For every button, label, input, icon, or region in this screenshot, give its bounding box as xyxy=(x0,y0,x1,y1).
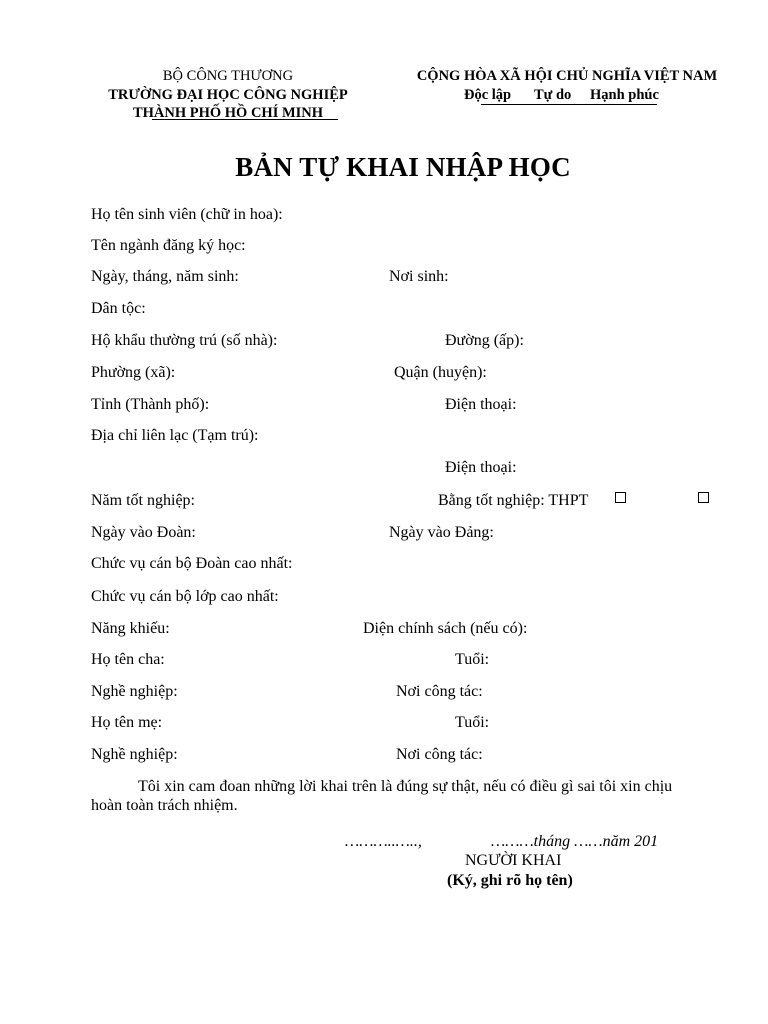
document-title: BẢN TỰ KHAI NHẬP HỌC xyxy=(235,152,571,182)
field-major: Tên ngành đăng ký học: xyxy=(91,237,246,254)
field-mother-name: Họ tên mẹ: xyxy=(91,714,163,731)
signature-note: (Ký, ghi rõ họ tên) xyxy=(447,872,573,889)
field-talent: Năng khiếu: xyxy=(91,620,170,637)
right-header-underline xyxy=(481,104,657,105)
university-city: THÀNH PHỐ HỒ CHÍ MINH xyxy=(132,105,324,121)
field-father-work: Nơi công tác: xyxy=(396,683,483,700)
signature-declarant: NGƯỜI KHAI xyxy=(465,852,562,869)
field-diploma: Bằng tốt nghiệp: THPT xyxy=(438,492,589,509)
field-dob: Ngày, tháng, năm sinh: xyxy=(91,268,239,285)
field-birthplace: Nơi sinh: xyxy=(389,268,449,285)
country-name: CỘNG HÒA XÃ HỘI CHỦ NGHĨA VIỆT NAM xyxy=(416,68,718,84)
field-full-name: Họ tên sinh viên (chữ in hoa): xyxy=(91,206,283,223)
declaration-line-2: hoàn toàn trách nhiệm. xyxy=(91,797,238,814)
diploma-checkbox-thpt[interactable] xyxy=(615,492,626,503)
field-party-date: Ngày vào Đảng: xyxy=(389,524,494,541)
signature-place: ………..….., xyxy=(345,833,422,850)
field-province: Tỉnh (Thành phố): xyxy=(91,396,210,413)
left-header-underline xyxy=(152,119,338,120)
ministry-name: BỘ CÔNG THƯƠNG xyxy=(162,68,294,84)
field-father-name: Họ tên cha: xyxy=(91,651,165,668)
field-policy: Diện chính sách (nếu có): xyxy=(363,620,528,637)
field-district: Quận (huyện): xyxy=(394,364,487,381)
field-father-age: Tuổi: xyxy=(455,651,490,668)
field-mother-work: Nơi công tác: xyxy=(396,746,483,763)
signature-date: ………tháng ……năm 201 xyxy=(491,833,659,850)
field-youth-union-date: Ngày vào Đoàn: xyxy=(91,524,196,541)
field-union-position: Chức vụ cán bộ Đoàn cao nhất: xyxy=(91,555,293,572)
motto-independence: Độc lập xyxy=(464,87,512,103)
field-ethnicity: Dân tộc: xyxy=(91,300,146,317)
declaration-line-1: Tôi xin cam đoan những lời khai trên là đúng sự thật, nếu có điều gì sai tôi xin chịu xyxy=(138,778,673,795)
motto-freedom: Tự do xyxy=(534,87,572,103)
diploma-checkbox-other[interactable] xyxy=(698,492,709,503)
field-grad-year: Năm tốt nghiệp: xyxy=(91,492,195,509)
motto-happiness: Hạnh phúc xyxy=(590,87,659,103)
field-ward: Phường (xã): xyxy=(91,364,176,381)
field-street: Đường (ấp): xyxy=(445,332,524,349)
field-contact-address: Địa chỉ liên lạc (Tạm trú): xyxy=(91,427,259,444)
field-mother-age: Tuổi: xyxy=(455,714,490,731)
field-class-position: Chức vụ cán bộ lớp cao nhất: xyxy=(91,588,279,605)
field-mother-job: Nghề nghiệp: xyxy=(91,746,178,763)
field-household: Hộ khẩu thường trú (số nhà): xyxy=(91,332,278,349)
university-name: TRƯỜNG ĐẠI HỌC CÔNG NGHIỆP xyxy=(108,87,348,103)
field-father-job: Nghề nghiệp: xyxy=(91,683,178,700)
field-phone-2: Điện thoại: xyxy=(445,459,517,476)
field-phone-1: Điện thoại: xyxy=(445,396,517,413)
